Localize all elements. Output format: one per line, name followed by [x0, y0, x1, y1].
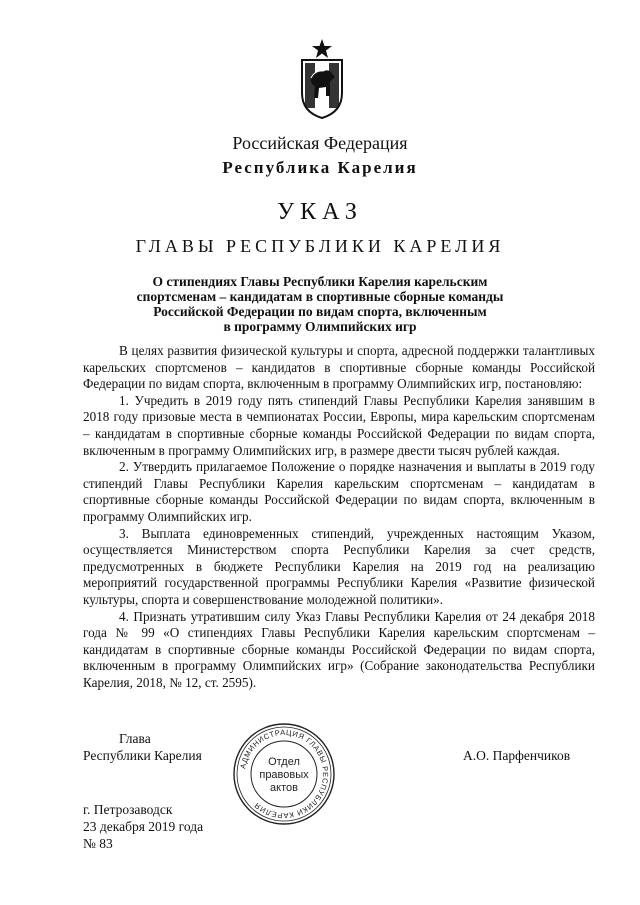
signatory-title-line2: Республики Карелия — [83, 748, 202, 763]
document-number: № 83 — [83, 836, 113, 851]
decree-body — [83, 343, 595, 691]
stamp-line1: Отдел — [268, 756, 300, 768]
document-type-heading: УКАЗ — [277, 199, 363, 225]
stamp-outer-text: АДМИНИСТРАЦИЯ ГЛАВЫ РЕСПУБЛИКИ КАРЕЛИЯ — [238, 727, 331, 821]
official-stamp — [232, 722, 336, 826]
document-subject — [0, 274, 640, 334]
federation-heading: Российская Федерация — [232, 133, 408, 153]
star-icon — [312, 39, 332, 58]
subject-line: Российской Федерации по видам спорта, включенным — [153, 304, 487, 319]
stamp-line3: актов — [270, 782, 298, 794]
republic-heading: Республика Карелия — [222, 158, 418, 177]
clause-1-paragraph: 1. Учредить в 2019 году пять стипендий Главы Республики Карелия занявшим в 2018 году призовые места в чемпионатах России, Европы, мира карельским спортсменам – кандидатам в спортивные сборные команды Российской Федерации по видам спорта, включенным в программу Олимпийских игр, в размере двести тысяч рублей каждая. — [83, 392, 595, 458]
document-footer — [83, 801, 203, 852]
subject-line: спортсменам – кандидатам в спортивные сборные команды — [136, 289, 504, 304]
subject-line: в программу Олимпийских игр — [223, 319, 417, 334]
clause-4-paragraph: 4. Признать утратившим силу Указ Главы Республики Карелия от 24 декабря 2018 года № 99 «О стипендиях Главы Республики Карелия карельским спортсменам – кандидатам в спортивные сборные команды Российской Федерации по видам спорта, включенным в программу Олимпийских игр» (Собрание законодательства Республики Карелия, 2018, № 12, ст. 2595). — [83, 608, 595, 690]
issue-date: 23 декабря 2019 года — [83, 819, 204, 834]
issue-city: г. Петрозаводск — [83, 802, 173, 817]
signatory-name: А.О. Парфенчиков — [463, 748, 571, 763]
signatory-title — [83, 730, 202, 764]
coat-of-arms-emblem — [297, 38, 347, 120]
signatory-title-line1: Глава — [119, 731, 151, 746]
clause-3-paragraph: 3. Выплата единовременных стипендий, учрежденных настоящим Указом, осуществляется Министерством спорта Республики Карелия за счет средств, предусмотренных в бюджете Республики Карелия на 2019 год на реализацию мероприятий государственной программы Республики Карелия «Развитие физической культуры, спорта и совершенствование молодежной политики». — [83, 525, 595, 607]
stamp-line2: правовых — [259, 769, 309, 781]
clause-2-paragraph: 2. Утвердить прилагаемое Положение о порядке назначения и выплаты в 2019 году стипендий Главы Республики Карелия карельским спортсменам – кандидатам в спортивные сборные команды Российской Федерации по видам спорта, включенным в программу Олимпийских игр. — [83, 459, 595, 524]
preamble-paragraph: В целях развития физической культуры и спорта, адресной поддержки талантливых карельских спортсменов – кандидатов в спортивные сборные команды Российской Федерации по видам спорта, включенным в программу Олимпийских игр, постановляю: — [83, 343, 595, 392]
issuer-heading: ГЛАВЫ РЕСПУБЛИКИ КАРЕЛИЯ — [135, 236, 505, 256]
subject-line: О стипендиях Главы Республики Карелия карельским — [152, 274, 488, 289]
